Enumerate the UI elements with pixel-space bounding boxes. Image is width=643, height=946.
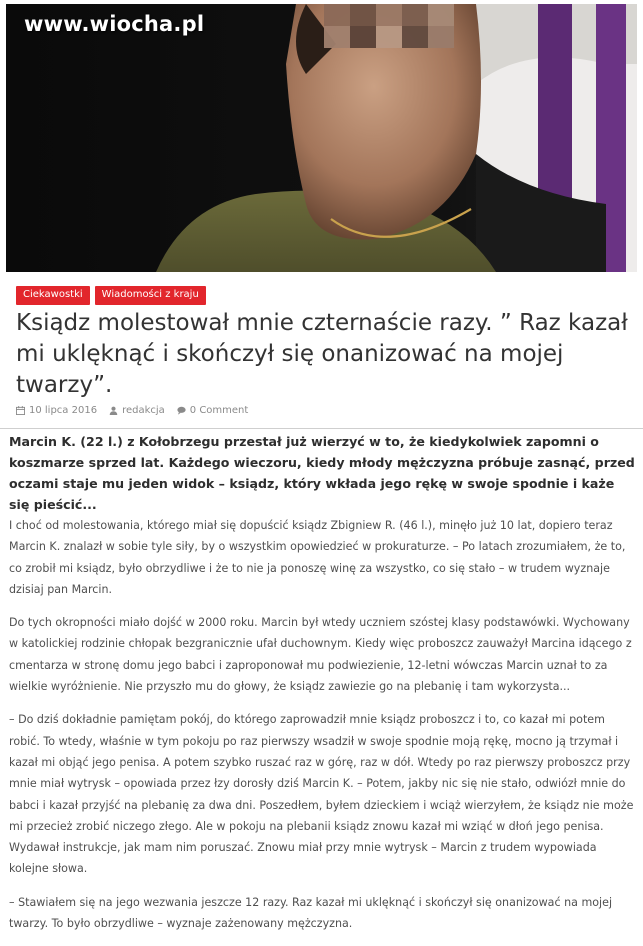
site-watermark: www.wiocha.pl <box>24 12 205 36</box>
user-icon <box>109 406 118 415</box>
article-meta <box>16 405 248 416</box>
article-paragraph: Do tych okropności miało dojść w 2000 roku. Marcin był wtedy uczniem szóstej klasy podstawówki. Wychowany w katolickiej rodzinie chłopak bezgranicznie ufał duchownym. Kiedy więc proboszcz zauważył Marcina idącego z cmentarza w stronę domu jego babci i zaproponował mu podwiezienie, 12-letni wówczas Marcin uznał to za wielkie wyróżnienie. Nie przyszło mu do głowy, że ksiądz zawiezie go na plebanię i tam wykorzysta... <box>9 616 632 694</box>
comment-icon <box>177 406 186 415</box>
category-tag-ciekawostki[interactable]: Ciekawostki <box>16 286 90 305</box>
article-body <box>9 431 635 946</box>
article-paragraph: I choć od molestowania, którego miał się dopuścić ksiądz Zbigniew R. (46 l.), minęło już 10 lat, dopiero teraz Marcin K. znalazł w sobie tyle siły, by o wszystkim opowiedzieć w prokuraturze. – Po latach zrozumiałem, że to, co zrobił mi ksiądz, było obrzydliwe i że to nie ja ponoszę winę za wszystko, co się stało – w trudem wyznaje dzisiaj pan Marcin. <box>9 519 626 596</box>
article-title: Ksiądz molestował mnie czternaście razy. ” Raz kazał mi uklęknąć i skończył się onanizować na mojej twarzy”. <box>16 310 628 398</box>
meta-date-text: 10 lipca 2016 <box>29 405 98 416</box>
meta-date[interactable] <box>16 405 97 416</box>
meta-author[interactable] <box>109 405 165 416</box>
article-lead: Marcin K. (22 l.) z Kołobrzegu przestał już wierzyć w to, że kiedykolwiek zapomni o koszmarze sprzed lat. Każdego wieczoru, kiedy młody mężczyzna próbuje zasnąć, przed oczami staje mu jeden widok – ksiądz, który wkłada jego rękę w swoje spodnie i każe się pieścić... <box>9 434 635 512</box>
hero-photo-illustration <box>6 4 637 272</box>
article-header-card <box>0 0 643 429</box>
hero-image <box>6 4 637 272</box>
calendar-icon <box>16 406 25 415</box>
meta-comments-text: 0 Comment <box>189 405 249 416</box>
meta-author-text: redakcja <box>122 405 165 416</box>
meta-comments[interactable] <box>177 405 249 416</box>
category-tag-wiadomosci-z-kraju[interactable]: Wiadomości z kraju <box>95 286 206 305</box>
article-paragraph: – Stawiałem się na jego wezwania jeszcze 12 razy. Raz kazał mi uklęknąć i skończył się onanizować na mojej twarzy. To było obrzydliwe – wyznaje zażenowany mężczyzna. <box>9 895 613 931</box>
category-tags <box>16 286 206 305</box>
article-paragraph: – Do dziś dokładnie pamiętam pokój, do którego zaprowadził mnie ksiądz proboszcz i to, co kazał mi potem robić. To wtedy, właśnie w tym pokoju po raz pierwszy wsadził w swoje spodnie moją rękę, mocno ją trzymał i kazał mi objąć jego penisa. A potem szybko ruszać raz w górę, raz w dół. Wtedy po raz pierwszy proboszcz przy mnie miał wytrysk – opowiada przez łzy dorosły dziś Marcin K. – Potem, jakby nic się nie stało, odwiózł mnie do babci i kazał przyjść na plebanię za dwa dni. Poszedłem, byłem dzieckiem i wciąż wierzyłem, że ksiądz nie może mi przecież zrobić niczego złego. Ale w pokoju na plebanii ksiądz znowu kazał mi wziąć w dłoń jego penisa. Wydawał instrukcje, jak mam nim poruszać. Znowu miał przy mnie wytrysk – Marcin z trudem wypowiada kolejne słowa. <box>9 713 634 876</box>
